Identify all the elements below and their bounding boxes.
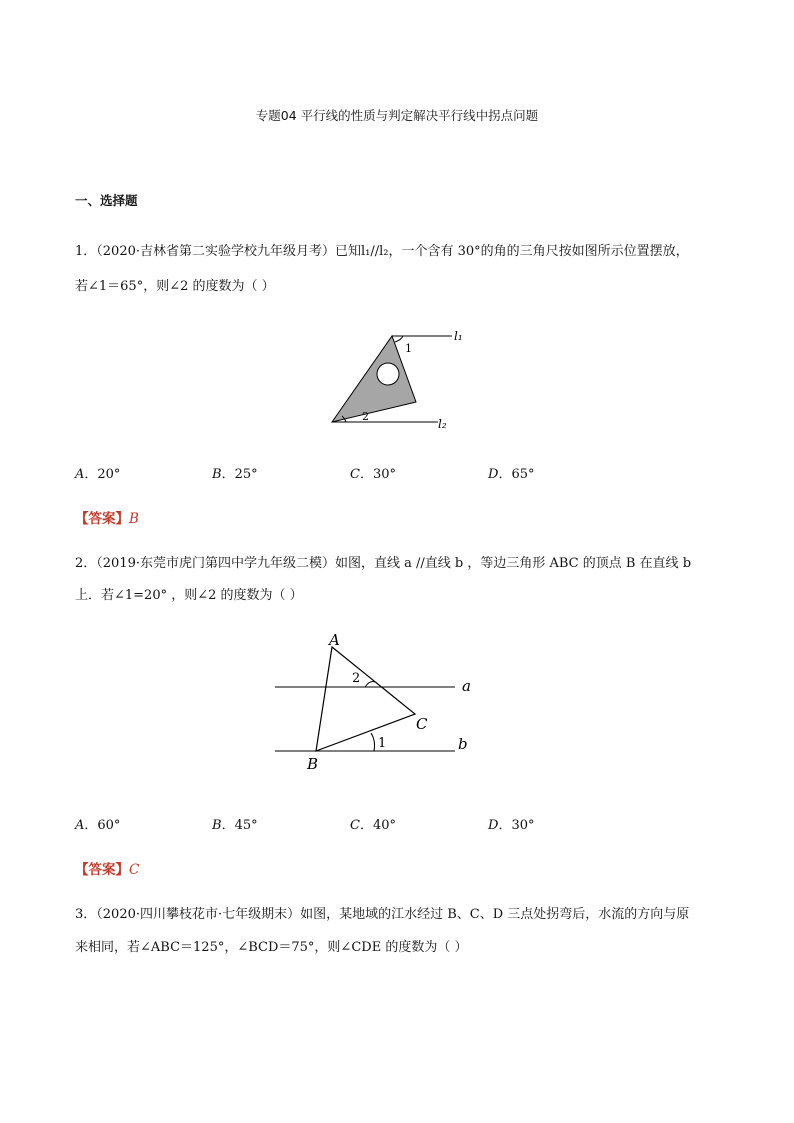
label-angle1: 1 <box>405 342 412 355</box>
q2-figure <box>270 625 480 775</box>
q2-stem-line2: 上．若∠1=20° ，则∠2 的度数为（ ） <box>75 588 303 603</box>
option-letter: C <box>350 467 360 482</box>
answer-value: C <box>129 862 140 878</box>
option-text: ．60° <box>84 818 121 833</box>
q3-stem-line1: 3．（2020·四川攀枝花市·七年级期末）如图，某地域的江水经过 B、C、D 三点处拐弯后，水流的方向与原 <box>75 907 690 922</box>
label-l2: l₂ <box>438 417 447 431</box>
page-title: 专题04 平行线的性质与判定解决平行线中拐点问题 <box>255 108 539 123</box>
option-letter: B <box>212 467 222 482</box>
option-text: ．30° <box>498 818 535 833</box>
label-line-b: b <box>458 735 468 753</box>
angle2-arc <box>365 682 375 687</box>
option-letter: C <box>350 818 360 833</box>
option-letter: A <box>75 818 85 833</box>
angle1-arc <box>371 733 375 751</box>
label-angle2: 2 <box>362 410 369 423</box>
answer-value: B <box>129 511 139 527</box>
option-letter: A <box>75 467 85 482</box>
q1-stem-line1: 1．（2020·吉林省第二实验学校九年级月考）已知l₁//l₂，一个含有 30°的角的三角尺按如图所示位置摆放， <box>75 244 689 259</box>
option-text: ．45° <box>221 818 258 833</box>
label-line-a: a <box>462 677 471 695</box>
triangle-ruler <box>332 336 416 422</box>
section-heading: 一、选择题 <box>75 193 138 208</box>
q2-option-b <box>212 814 258 833</box>
label-angle1: 1 <box>378 736 387 751</box>
q3-stem-line2: 来相同，若∠ABC＝125°，∠BCD＝75°，则∠CDE 的度数为（ ） <box>75 940 468 955</box>
q1-option-d <box>488 463 534 482</box>
q2-option-c <box>350 814 396 833</box>
option-text: ．20° <box>84 467 121 482</box>
triangle-abc <box>316 647 415 751</box>
option-letter: D <box>488 467 499 482</box>
label-vertex-a: A <box>329 631 340 649</box>
label-vertex-c: C <box>416 715 428 733</box>
q1-answer <box>75 507 139 527</box>
q1-option-a <box>75 463 120 482</box>
answer-tag: 【答案】 <box>75 511 129 527</box>
option-text: ．40° <box>359 818 396 833</box>
q2-option-d <box>488 814 534 833</box>
option-letter: B <box>212 818 222 833</box>
q2-stem-line1: 2．（2019·东莞市虎门第四中学九年级二模）如图，直线 a //直线 b ，等边三角形 ABC 的顶点 B 在直线 b <box>75 556 692 571</box>
answer-tag: 【答案】 <box>75 862 129 878</box>
option-text: ．25° <box>221 467 258 482</box>
ruler-hole <box>377 363 399 385</box>
q2-option-a <box>75 814 120 833</box>
q1-option-c <box>350 463 396 482</box>
q2-answer <box>75 858 139 878</box>
label-l1: l₁ <box>454 329 463 343</box>
label-angle2: 2 <box>352 671 361 686</box>
q1-figure <box>320 322 463 434</box>
option-letter: D <box>488 818 499 833</box>
q1-option-b <box>212 463 258 482</box>
option-text: ．30° <box>359 467 396 482</box>
q1-stem-line2: 若∠1＝65°，则∠2 的度数为（ ） <box>75 279 275 294</box>
option-text: ．65° <box>498 467 535 482</box>
label-vertex-b: B <box>307 755 319 773</box>
angle1-arc <box>395 336 403 342</box>
